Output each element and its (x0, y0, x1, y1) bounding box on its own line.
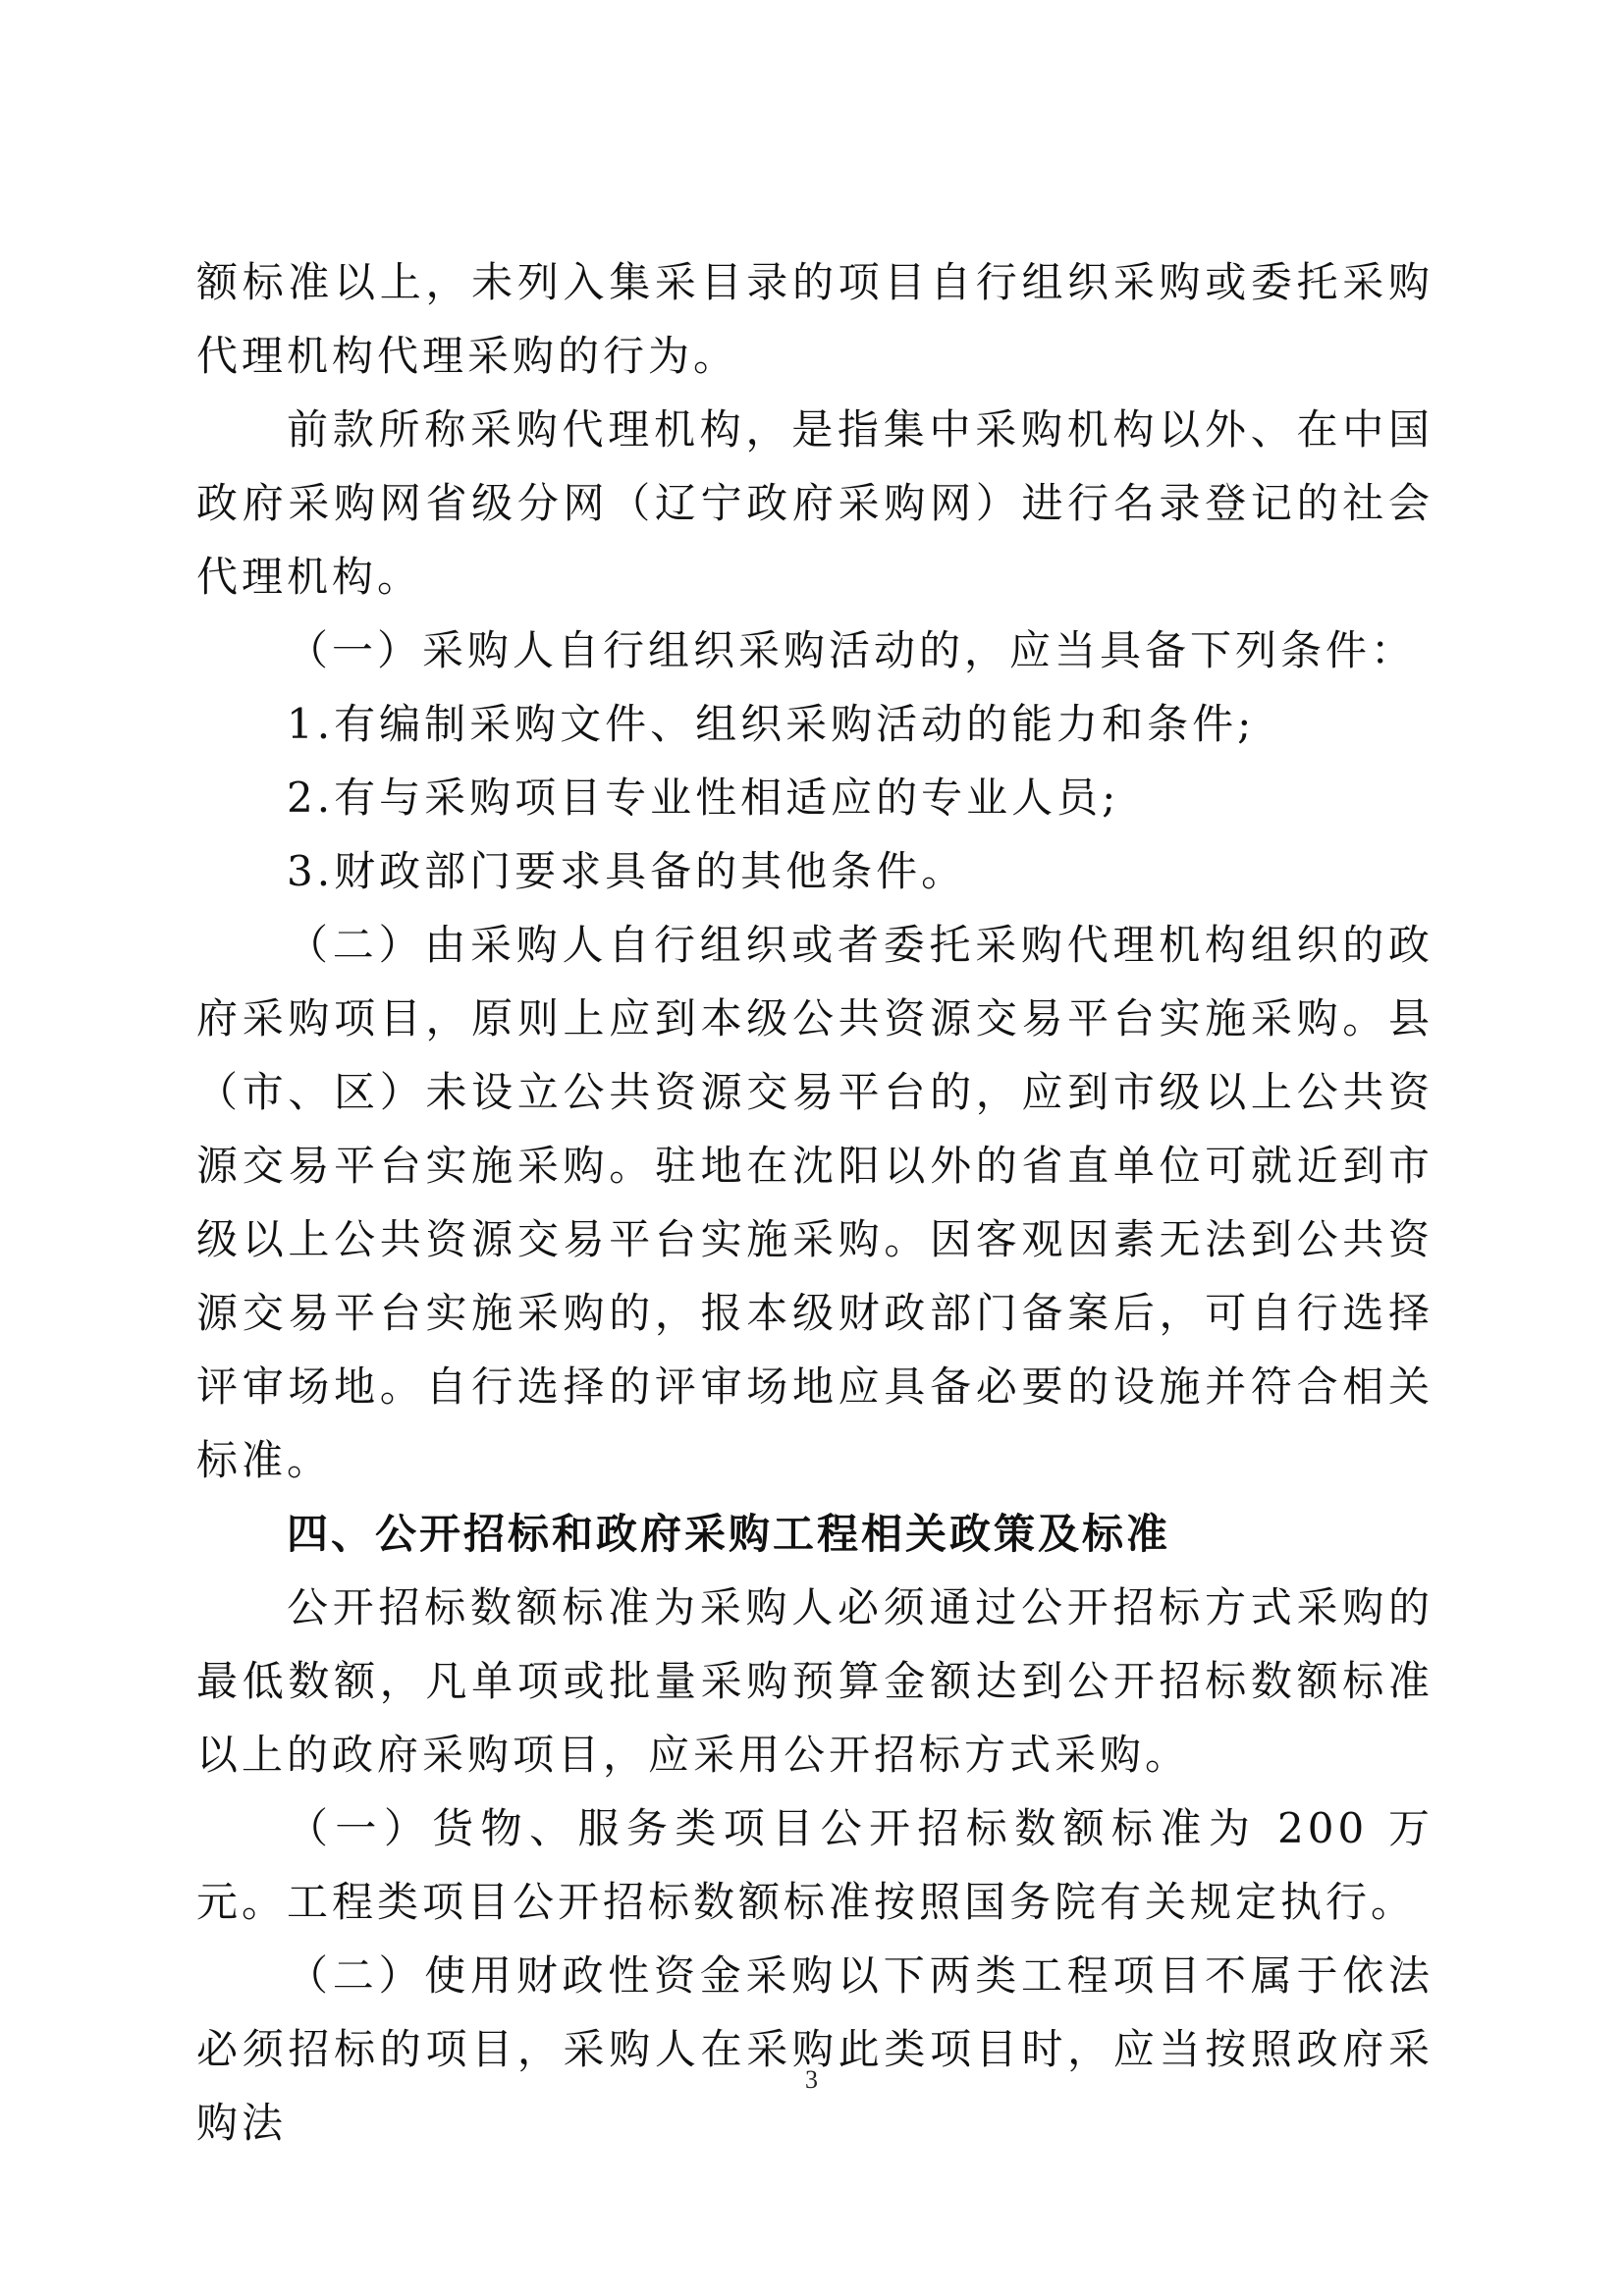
paragraph-tender-threshold: 公开招标数额标准为采购人必须通过公开招标方式采购的最低数额，凡单项或批量采购预算金额达到公开招标数额标准以上的政府采购项目，应采用公开招标方式采购。 (196, 1583, 1434, 1779)
paragraph-engineering-projects: （二）使用财政性资金采购以下两类工程项目不属于依法必须招标的项目，采购人在采购此类项目时，应当按照政府采购法 (196, 1951, 1434, 2147)
paragraph-continuation: 额标准以上，未列入集采目录的项目自行组织采购或委托采购代理机构代理采购的行为。 (196, 258, 1434, 380)
paragraph-conditions-intro: （一）采购人自行组织采购活动的，应当具备下列条件： (287, 626, 1417, 674)
paragraph-trading-platform: （二）由采购人自行组织或者委托采购代理机构组织的政府采购项目，原则上应到本级公共资源交易平台实施采购。县（市、区）未设立公共资源交易平台的，应到市级以上公共资源交易平台实施采购。驻地在沈阳以外的省直单位可就近到市级以上公共资源交易平台实施采购。因客观因素无法到公共资源交易平台实施采购的，报本级财政部门备案后，可自行选择评审场地。自行选择的评审场地应具备必要的设施并符合相关标准。 (196, 921, 1434, 1484)
paragraph-agency-definition: 前款所称采购代理机构，是指集中采购机构以外、在中国政府采购网省级分网（辽宁政府采购网）进行名录登记的社会代理机构。 (196, 405, 1434, 601)
list-item-condition-3: 3.财政部门要求具备的其他条件。 (287, 847, 967, 895)
document-body (196, 245, 1434, 2160)
page-number: 3 (805, 2065, 818, 2094)
paragraph-goods-services-threshold: （一）货物、服务类项目公开招标数额标准为 200 万元。工程类项目公开招标数额标准按照国务院有关规定执行。 (196, 1804, 1434, 1926)
list-item-condition-2: 2.有与采购项目专业性相适应的专业人员; (287, 774, 1120, 822)
section-heading-4: 四、公开招标和政府采购工程相关政策及标准 (287, 1510, 1171, 1558)
list-item-condition-1: 1.有编制采购文件、组织采购活动的能力和条件; (287, 700, 1256, 748)
